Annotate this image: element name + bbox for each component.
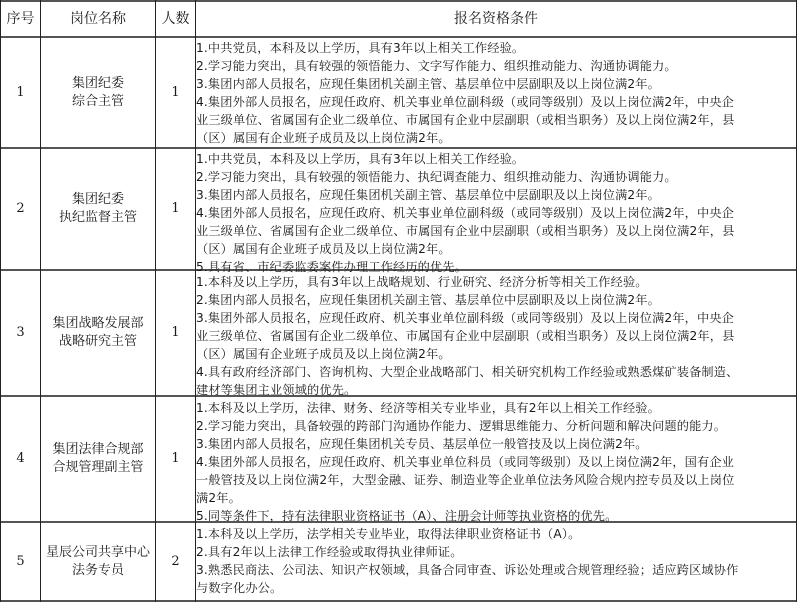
requirement-line: 业三级单位、省属国有企业二级单位、市属国有企业中层副职（或相当职务）及以上岗位满2年，县 [196, 113, 735, 127]
requirement-line: 2.学习能力突出，具有较强的领悟能力、文字写作能力、组织推动能力、沟通协调能力。 [196, 59, 677, 73]
row-count: 1 [171, 451, 180, 466]
position-line: 集团战略发展部 [52, 316, 144, 331]
row-position [41, 397, 155, 521]
requirement-line: 3.集团内部人员报名，应现任集团机关副主管、基层单位中层副职及以上岗位满2年。 [196, 77, 660, 91]
requirement-line: 1.中共党员，本科及以上学历，具有3年以上相关工作经验。 [196, 152, 525, 166]
requirement-line: 2.集团内部人员报名，应现任集团机关副主管、基层单位中层副职及以上岗位满2年。 [196, 293, 660, 307]
row-count: 1 [171, 201, 180, 216]
position-line: 综合主管 [71, 93, 124, 109]
row-requirements [196, 150, 794, 276]
row-seq: 5 [16, 553, 25, 569]
table-border-bottom [0, 600, 797, 602]
requirement-line: 建材等集团主业领域的优先。 [196, 383, 357, 397]
position-line: 集团纪委 [71, 75, 124, 91]
row-requirements [196, 39, 794, 147]
requirement-line: 5.具有省、市纪委监委案件办理工作经历的优先。 [196, 260, 468, 274]
requirement-line: 5.同等条件下，持有法律职业资格证书（A）、注册会计师等执业资格的优先。 [196, 509, 618, 523]
row-position [41, 38, 155, 147]
row-requirements [196, 273, 794, 399]
requirement-line: 4.具有政府经济部门、咨询机构、大型企业战略部门、相关研究机构工作经验或熟悉煤矿装备制造、 [196, 365, 739, 379]
position-line: 战略研究主管 [58, 334, 137, 349]
row-count: 1 [171, 325, 180, 340]
position-line: 集团法律合规部 [52, 442, 144, 457]
row-position [41, 149, 155, 269]
position-line: 合规管理副主管 [52, 460, 144, 475]
requirement-line: （区）属国有企业班子成员及以上岗位满2年。 [196, 131, 451, 145]
row-requirements [196, 399, 794, 525]
requirement-line: 3.集团内部人员报名，应现任集团机关专员、基层单位一般管技及以上岗位满2年。 [196, 437, 648, 451]
header-requirements: 报名资格条件 [454, 11, 538, 27]
requirement-line: 2.学习能力突出，具备较强的跨部门沟通协作能力、逻辑思维能力、分析问题和解决问题的能力。 [196, 419, 727, 433]
row-position [41, 523, 155, 600]
requirement-line: 一般管技及以上岗位满2年，大型金融、证券、制造业等企业单位法务风险合规内控专员及以上岗位 [196, 473, 735, 487]
requirement-line: 1.本科及以上学历，具有3年以上战略规划、行业研究、经济分析等相关工作经验。 [196, 275, 648, 289]
row-seq: 1 [16, 84, 25, 100]
requirement-line: 3.熟悉民商法、公司法、知识产权领域，具备合同审查、诉讼处理或合规管理经验；适应跨区域协作 [196, 563, 739, 577]
row-seq: 4 [16, 451, 25, 466]
position-line: 集团纪委 [71, 192, 124, 207]
header-count: 人数 [161, 11, 190, 27]
row-position [41, 271, 155, 395]
requirement-line: 1.本科及以上学历，法律、财务、经济等相关专业毕业，具有2年以上相关工作经验。 [196, 401, 660, 415]
row-seq: 3 [16, 325, 25, 340]
requirement-line: 满2年。 [196, 491, 241, 505]
requirement-line: 4.集团外部人员报名，应现任政府、机关事业单位副科级（或同等级别）及以上岗位满2年，中央企 [196, 206, 735, 220]
requirement-line: 1.本科及以上学历，法学相关专业毕业，取得法律职业资格证书（A）。 [196, 527, 581, 541]
requirement-line: （区）属国有企业班子成员及以上岗位满2年。 [196, 242, 451, 256]
position-line: 执纪监督主管 [58, 210, 137, 225]
requirement-line: 4.集团外部人员报名，应现任政府、机关事业单位副科级（或同等级别）及以上岗位满2年，中央企 [196, 95, 735, 109]
position-line: 星辰公司共享中心 [45, 544, 150, 560]
requirement-line: 1.中共党员，本科及以上学历，具有3年以上相关工作经验。 [196, 41, 525, 55]
row-count: 1 [171, 84, 180, 100]
row-seq: 2 [16, 201, 25, 216]
requirement-line: 业三级单位、省属国有企业二级单位、市属国有企业中层副职（或相当职务）及以上岗位满2年，县 [196, 329, 735, 343]
table-border-right [796, 0, 797, 602]
position-line: 法务专员 [71, 562, 124, 578]
row-count: 2 [171, 553, 180, 569]
requirement-line: 业三级单位、省属国有企业二级单位、市属国有企业中层副职（或相当职务）及以上岗位满2年，县 [196, 224, 735, 238]
requirement-line: 2.具有2年以上法律工作经验或取得执业律师证。 [196, 545, 463, 559]
requirement-line: 与数字化办公。 [196, 581, 283, 595]
requirement-line: 3.集团内部人员报名，应现任集团机关副主管、基层单位中层副职及以上岗位满2年。 [196, 188, 660, 202]
requirement-line: 3.集团外部人员报名，应现任政府、机关事业单位副科级（或同等级别）及以上岗位满2年，中央企 [196, 311, 735, 325]
header-seq: 序号 [6, 11, 35, 27]
requirement-line: （区）属国有企业班子成员及以上岗位满2年。 [196, 347, 451, 361]
requirement-line: 4.集团外部人员报名，应现任政府、机关事业单位科员（或同等级别）及以上岗位满2年，国有企业 [196, 455, 735, 469]
requirement-line: 2.学习能力突出，具有较强的领悟能力、执纪调查能力、组织推动能力、沟通协调能力。 [196, 170, 677, 184]
header-position: 岗位名称 [70, 11, 126, 27]
row-requirements [196, 525, 794, 597]
